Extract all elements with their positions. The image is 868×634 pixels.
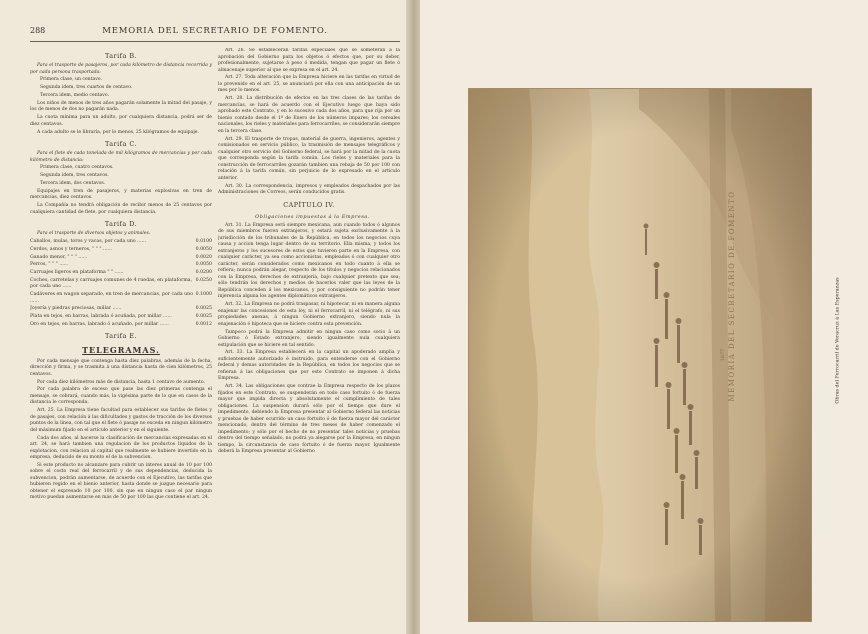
tariff-item: Oro en tejos, en barras, labrado ó acuñado, por millar ...... — [30, 321, 169, 327]
tariff-value: 0.0050 — [195, 262, 212, 268]
section-heading: Tarifa E. — [104, 332, 138, 341]
section-subheading: Obligaciones impuestas á la Empresa. — [255, 213, 370, 220]
paragraph: Por cada mensaje que contenga hasta diez palabras, además de la fecha, dirección y firma, y se trasmita á una distancia hasta de cien kilómetros, 25 centavos. — [30, 358, 212, 377]
right-text-column — [218, 48, 400, 633]
tariff-value: 0.0250 — [195, 277, 212, 283]
paragraph: Equipajes en tren de pasajeros, y materias explosivas en tren de mercancías, diez centavos. — [30, 188, 212, 201]
italic-paragraph: Para el flete de cada tonelada de mil kilógramos de mercancías y por cada kilómetro de distancia: — [30, 151, 212, 163]
paragraph: Art. 31. La Empresa será siempre mexicana, aun cuando todos ó algunos de sus miembros fueren extranjeros, y estará sujeta exclusivamente á la jurisdicción de los tribunales de la República, en todos los negocios cuya causa y accion tenga lugar dentro de su territorio. Ella misma, y todos los extranjeros y los sucesores de estos que tuvieren parte en la Empresa, con cualquier carácter, ya sea como accionistas, empleados ó con cualquier otro carácter, serán considerados como mexicanos en todo cuanto á ella se refiera; nunca podrán alegar, respecto de los títulos y negocios relacionados con la Empresa, derechos de extranjería, bajo cualquier pretexto que sea; sólo tendrán los derechos y medios de hacerlos valer que las leyes de la República conceden á los mexicanos, y por consiguiente no podrán tener injerencia alguna los agentes diplomáticos extranjeros. — [218, 222, 400, 300]
tariff-row — [30, 278, 212, 291]
paragraph: Tampoco podrá la Empresa admitir en ningun caso como socio á un Gobierno ó Estado extranjero, siendo igualmente nula cualquiera estipulación que se hiciere en tal sentido. — [218, 329, 400, 348]
tariff-item: Ganado menor, " " " ...... — [30, 254, 88, 260]
right-page — [420, 0, 868, 634]
paragraph: Art. 29. El trasporte de tropas, material de guerra, ingenieros, agentes y comisionados en servicio público, la trasmisión de mensajes telegráficos y cualquier otro servicio del Gobierno federal, se hará por la mitad de la cuota que corresponda según la tarifa común. Los rieles y materiales para la construcción de ferrocarriles gozarán tambien una rebaja de 50 por 100 con relación á la tarifa común, sin perjuicio de lo expresado en el artículo anterior. — [218, 136, 400, 181]
tariff-row — [30, 306, 212, 313]
tariff-row — [30, 262, 212, 269]
tariff-item: Perros, " " " ...... — [30, 262, 69, 268]
tariff-value: 0.0200 — [195, 269, 212, 275]
paragraph: Por cada diez kilómetros más de distancia, hasta 1 centavo de aumento. — [37, 379, 205, 385]
paragraph: Art. 32. La Empresa no podrá traspasar, ni hipotecar, ni en manera alguna enajenar las concesiones de esta ley, ni el ferrocarril, ni el telégrafo, ni sus propiedades anexas, á ningun Gobierno extranjero, siendo nula la enajenación ó hipoteca que se hiciere contra esta prevención. — [218, 302, 400, 327]
running-head — [30, 26, 400, 40]
tariff-row — [30, 292, 212, 305]
section-heading: Tarifa D. — [104, 220, 138, 229]
italic-paragraph: Para el trasporte de diversos objetos y animales. — [37, 231, 151, 237]
tariff-row — [30, 270, 212, 277]
tariff-value: 0.0100 — [195, 239, 212, 245]
photo-plate — [468, 88, 812, 622]
left-text-column — [30, 48, 212, 618]
tariff-value: 0.1000 — [195, 291, 212, 297]
list-line: Tercera idem, medio centavo. — [40, 93, 109, 99]
section-heading: CAPÍTULO IV. — [283, 200, 335, 209]
tariff-value: 0.0025 — [195, 313, 212, 319]
tariff-value: 0.0020 — [195, 254, 212, 260]
paragraph: Si este producto no alcanzare para cubrir un interes anual de 10 por 100 sobre el costo real del ferrocarril y de sus dependencias, deducida la subvencion, podrán aumentarse, de acuerdo con el Ejecutivo, las tarifas que hubieren regido en el bienio anterior, hasta donde se juzgue necesario para obtener el expresado 10 por 100, sin que en ningun caso el par ningun motivo puedan aumentarse en más de 50 por 100 las que contiene el art. 24. — [30, 462, 212, 501]
tariff-item: Carruajes ligeros en plataforma " " ...... — [30, 269, 124, 275]
list-line: Primera clase, un centavo. — [40, 77, 102, 83]
plate-vertical-title: MEMORIA DEL SECRETARIO DE FOMENTO — [728, 190, 736, 402]
paragraph: Art. 25. La Empresa tiene facultad para establecer sus tarifas de fletes y de pasajes, con relación á las dificultades y gastos de tracción de los diversos puntos de la línea, con tal que el flete ó pasaje no exceda en ningun kilómetro del máximum fijado en el artículo anterior y en el siguiente. — [30, 408, 212, 433]
page-number: 288 — [30, 26, 46, 35]
tariff-value: 0.0012 — [195, 321, 212, 327]
list-line: Segunda idem, tres centavos. — [40, 173, 109, 179]
paragraph: A cada adulto se le libraría, por lo menos, 25 kilógramos de equipaje. — [37, 129, 199, 135]
tariff-row — [30, 314, 212, 321]
header-rule — [30, 41, 400, 42]
section-heading: TELEGRAMAS. — [82, 345, 160, 356]
paragraph: Art. 28. La distribución de efectos en las tres clases de las tarifas de mercancías, se hará de acuerdo con el Ejecutivo luego que haya sido aprobado este Contrato, y en lo sucesivo cada dos años, para que rija por un bienio contado desde el 1º de Enero de los números impares; los cereales nacionales, los rieles y materiales para ferrocarriles, se considerarán siempre en la tercera clase. — [218, 96, 400, 134]
list-line: Segunda idem, tres cuartos de centavo. — [40, 85, 133, 91]
italic-paragraph: Para el trasporte de pasajeros, por cada kilómetro de distancia recorrida y por cada persona trasportada: — [30, 63, 212, 75]
tariff-row — [30, 239, 212, 246]
left-page — [0, 0, 408, 634]
paragraph: Los niños de menos de tres años pagarán solamente la mitad del pasaje, y los de menos de dos no pagarán nada. — [30, 100, 212, 113]
tariff-row — [30, 247, 212, 254]
tariff-item: Cadáveres en wagon separado, en tren de mercancías, por cada uno ...... — [30, 291, 194, 304]
paragraph: Art. 33. La Empresa establecerá en la capital un apoderado amplia y suficientemente autorizado é instruido, para entenderse con el Gobierno federal y demas autoridades de la República, en todos los negocios que se refieran á las obligaciones que por este Contrato se imponen á dicha Empresa. — [218, 350, 400, 382]
paragraph: Art. 26. Se establecerán tarifas especiales que se someterán á la aprobación del Gobierno para los objetos ó efectos que, por su deber, profesionalmente, sujetarse á peso ó medida, tengan que pagar un flete ó almacenaje superior al que se expresa en el art. 24. — [218, 48, 400, 73]
list-line: Primera clase, cuatro centavos. — [40, 165, 114, 171]
tariff-value: 0.0025 — [195, 306, 212, 312]
list-line: Tercera idem, dos centavos. — [40, 181, 106, 187]
paragraph: Art. 34. Las obligaciones que contrae la Empresa respecto de los plazos fijados en este Contrato, se suspenderán en todo caso fortuito ó de fuerza mayor que impida directa y absolutamente el cumplimiento de tales obligaciones. La suspension durará sólo por el tiempo que dure el impedimento, debiendo la Empresa presentar al Gobierno federal las noticias y pruebas de haber ocurrido un caso fortuito ó de fuerza mayor del carácter mencionado, dentro del término de tres meses de haber comenzado el impedimento; y sólo por el hecho de no presentar tales noticias y pruebas dentro del tiempo señalado, no podrá ya alegarse por la Empresa, en ningun tiempo, la circunstancia de caso fortuito ó de fuerza mayor. Igualmente deberá la Empresa presentar al Gobierno — [218, 384, 400, 455]
tariff-item: Coches, carretelas y carruajes comunes de 4 ruedas, en plataforma, por cada uno ...... — [30, 277, 193, 290]
tariff-item: Caballos, mulas, toros y vacas, por cada uno ...... — [30, 239, 147, 245]
header-title: MEMORIA DEL SECRETARIO DE FOMENTO. — [102, 26, 328, 36]
tariff-value: 0.0050 — [195, 246, 212, 252]
paragraph: La cuota mínima para un adulto, por cualquiera distancia, podrá ser de diez centavos. — [30, 115, 212, 127]
tariff-item: Joyería y piedras preciosas, millar ...... — [30, 306, 122, 312]
paragraph: Art. 30. La correspondencia, impresos y empleados despachados por las Administraciones de Correos, serán conducidos gratis. — [218, 183, 400, 196]
paragraph: Art. 27. Toda alteración que la Empresa hiciere en las tarifas en virtud de lo prevenido en el art. 25, se anunciará por ella con una anticipación de un mes por lo menos. — [218, 75, 400, 94]
paragraph: Cada dos años, al hacerse la clasificación de mercancías expresadas en el art. 24, se hará tambien una regulacion de los productos líquidos de la explotacion, con relacion al capital que realmente se hubiere invertido en la empresa, deducido de su monto el de la subvencion. — [30, 435, 212, 461]
tariff-row — [30, 322, 212, 329]
tariff-item: Plata en tejos, en barras, labrada ó acuñada, por millar ...... — [30, 313, 172, 319]
paragraph: La Compañía no tendrá obligación de recibir menos de 25 centavos por cualquiera cantidad de flete, por cualquiera distancia. — [30, 203, 212, 215]
section-heading: Tarifa C. — [104, 140, 138, 149]
section-heading: Tarifa B. — [104, 52, 138, 60]
paragraph: Por cada palabra de exceso que pase las diez primeras contenga el mensaje, se cobrará, cuando más, la vigésima parte de lo que en casos de la distancia le corresponda. — [30, 387, 212, 406]
plate-number: 1877 — [720, 348, 726, 362]
tariff-row — [30, 255, 212, 262]
tariff-item: Cerdos, asnos y terneros, " " " ...... — [30, 246, 112, 252]
railway-workers-photo — [469, 89, 811, 621]
plate-caption: Obras del Ferrocarril de Veracruz á Las Esperanzas — [835, 277, 841, 404]
